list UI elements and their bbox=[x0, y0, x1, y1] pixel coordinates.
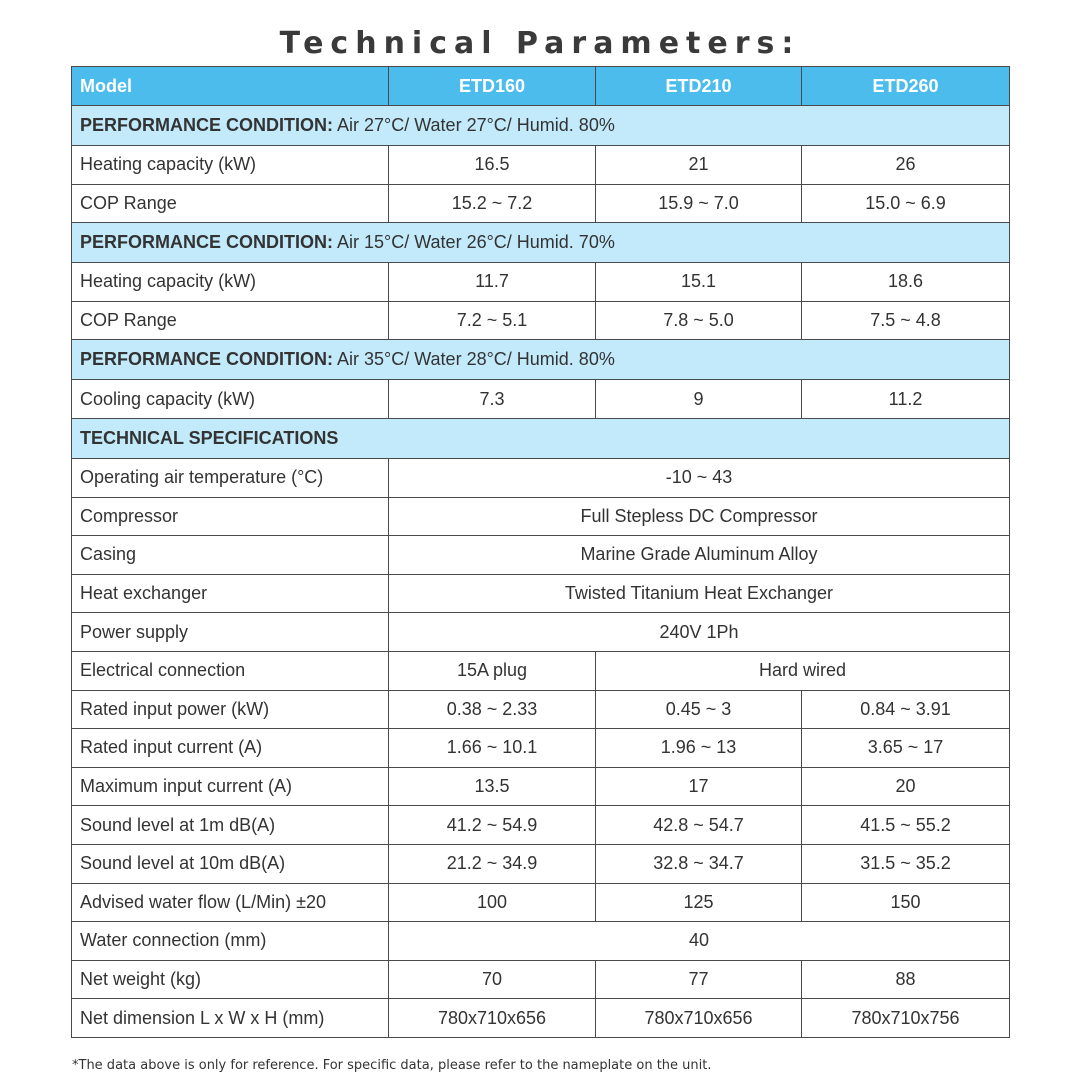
section-row bbox=[72, 340, 1010, 380]
cell-all-models: Twisted Titanium Heat Exchanger bbox=[389, 574, 1010, 613]
cell-etd160: 15A plug bbox=[389, 651, 596, 690]
row-label: Maximum input current (A) bbox=[72, 767, 389, 806]
section-heading: TECHNICAL SPECIFICATIONS bbox=[80, 427, 339, 448]
row-label: Cooling capacity (kW) bbox=[72, 380, 389, 419]
row-label: Net weight (kg) bbox=[72, 960, 389, 999]
cell-etd160: 100 bbox=[389, 883, 596, 922]
section-condition: Air 35°C/ Water 28°C/ Humid. 80% bbox=[333, 349, 615, 370]
cell-etd210: 15.9 ~ 7.0 bbox=[596, 184, 802, 223]
row-label: Rated input power (kW) bbox=[72, 690, 389, 729]
row-label: COP Range bbox=[72, 184, 389, 223]
cell-etd160: 13.5 bbox=[389, 767, 596, 806]
cell-etd210: 21 bbox=[596, 146, 802, 185]
table-row bbox=[72, 690, 1010, 729]
row-label: Casing bbox=[72, 536, 389, 575]
cell-etd210: 1.96 ~ 13 bbox=[596, 729, 802, 768]
cell-etd260: 41.5 ~ 55.2 bbox=[802, 806, 1010, 845]
cell-etd260: 20 bbox=[802, 767, 1010, 806]
section-heading: PERFORMANCE CONDITION: bbox=[80, 349, 333, 370]
row-label: Sound level at 10m dB(A) bbox=[72, 844, 389, 883]
row-label: Net dimension L x W x H (mm) bbox=[72, 999, 389, 1038]
header-model-label: Model bbox=[72, 67, 389, 106]
row-label: Heating capacity (kW) bbox=[72, 146, 389, 185]
table-row bbox=[72, 536, 1010, 575]
cell-etd260: 15.0 ~ 6.9 bbox=[802, 184, 1010, 223]
cell-all-models: 40 bbox=[389, 922, 1010, 961]
cell-etd210: 7.8 ~ 5.0 bbox=[596, 301, 802, 340]
cell-etd160: 41.2 ~ 54.9 bbox=[389, 806, 596, 845]
cell-etd260: 18.6 bbox=[802, 263, 1010, 302]
table-header-row bbox=[72, 67, 1010, 106]
cell-etd210: 42.8 ~ 54.7 bbox=[596, 806, 802, 845]
footnote: *The data above is only for reference. For specific data, please refer to the nameplate on the unit. bbox=[72, 1058, 712, 1073]
cell-etd210: 15.1 bbox=[596, 263, 802, 302]
cell-etd160: 7.2 ~ 5.1 bbox=[389, 301, 596, 340]
section-condition: Air 27°C/ Water 27°C/ Humid. 80% bbox=[333, 115, 615, 135]
section-row bbox=[72, 106, 1010, 146]
table-row bbox=[72, 806, 1010, 845]
row-label: COP Range bbox=[72, 301, 389, 340]
cell-all-models: Marine Grade Aluminum Alloy bbox=[389, 536, 1010, 575]
cell-etd160: 11.7 bbox=[389, 263, 596, 302]
cell-etd260: 26 bbox=[802, 146, 1010, 185]
cell-all-models: Full Stepless DC Compressor bbox=[389, 497, 1010, 536]
page-title: Technical Parameters: bbox=[279, 26, 801, 61]
cell-etd260: 7.5 ~ 4.8 bbox=[802, 301, 1010, 340]
cell-etd210: 77 bbox=[596, 960, 802, 999]
cell-etd260: 3.65 ~ 17 bbox=[802, 729, 1010, 768]
row-label: Sound level at 1m dB(A) bbox=[72, 806, 389, 845]
cell-etd260: 0.84 ~ 3.91 bbox=[802, 690, 1010, 729]
table-row bbox=[72, 999, 1010, 1038]
row-label: Electrical connection bbox=[72, 651, 389, 690]
cell-etd160: 1.66 ~ 10.1 bbox=[389, 729, 596, 768]
row-label: Heat exchanger bbox=[72, 574, 389, 613]
table-row bbox=[72, 146, 1010, 185]
row-label: Water connection (mm) bbox=[72, 922, 389, 961]
header-model-etd210: ETD210 bbox=[596, 67, 802, 106]
cell-etd160: 0.38 ~ 2.33 bbox=[389, 690, 596, 729]
table-row bbox=[72, 184, 1010, 223]
cell-etd210-etd260: Hard wired bbox=[596, 651, 1010, 690]
cell-etd160: 780x710x656 bbox=[389, 999, 596, 1038]
table-row bbox=[72, 263, 1010, 302]
section-heading: PERFORMANCE CONDITION: bbox=[80, 232, 333, 253]
cell-etd160: 70 bbox=[389, 960, 596, 999]
cell-etd160: 21.2 ~ 34.9 bbox=[389, 844, 596, 883]
row-label: Compressor bbox=[72, 497, 389, 536]
header-model-etd260: ETD260 bbox=[802, 67, 1010, 106]
cell-etd160: 7.3 bbox=[389, 380, 596, 419]
section-condition: Air 15°C/ Water 26°C/ Humid. 70% bbox=[333, 232, 615, 253]
row-label: Operating air temperature (°C) bbox=[72, 458, 389, 497]
table-row bbox=[72, 497, 1010, 536]
table-row bbox=[72, 844, 1010, 883]
cell-etd160: 15.2 ~ 7.2 bbox=[389, 184, 596, 223]
table-row bbox=[72, 651, 1010, 690]
row-label: Power supply bbox=[72, 613, 389, 652]
table-row bbox=[72, 301, 1010, 340]
cell-etd260: 31.5 ~ 35.2 bbox=[802, 844, 1010, 883]
header-model-etd160: ETD160 bbox=[389, 67, 596, 106]
row-label: Advised water flow (L/Min) ±20 bbox=[72, 883, 389, 922]
cell-etd210: 0.45 ~ 3 bbox=[596, 690, 802, 729]
table-row bbox=[72, 883, 1010, 922]
cell-all-models: 240V 1Ph bbox=[389, 613, 1010, 652]
cell-etd210: 32.8 ~ 34.7 bbox=[596, 844, 802, 883]
table-row bbox=[72, 380, 1010, 419]
row-label: Rated input current (A) bbox=[72, 729, 389, 768]
cell-etd260: 150 bbox=[802, 883, 1010, 922]
cell-etd260: 11.2 bbox=[802, 380, 1010, 419]
parameters-table bbox=[71, 66, 1010, 1038]
table-row bbox=[72, 922, 1010, 961]
section-row bbox=[72, 418, 1010, 458]
row-label: Heating capacity (kW) bbox=[72, 263, 389, 302]
table-row bbox=[72, 574, 1010, 613]
section-heading: PERFORMANCE CONDITION: bbox=[80, 115, 333, 135]
cell-etd260: 88 bbox=[802, 960, 1010, 999]
table-row bbox=[72, 458, 1010, 497]
cell-etd160: 16.5 bbox=[389, 146, 596, 185]
cell-etd210: 9 bbox=[596, 380, 802, 419]
table-row bbox=[72, 767, 1010, 806]
table-row bbox=[72, 960, 1010, 999]
table-row bbox=[72, 729, 1010, 768]
section-row bbox=[72, 223, 1010, 263]
cell-etd260: 780x710x756 bbox=[802, 999, 1010, 1038]
cell-all-models: -10 ~ 43 bbox=[389, 458, 1010, 497]
cell-etd210: 780x710x656 bbox=[596, 999, 802, 1038]
cell-etd210: 125 bbox=[596, 883, 802, 922]
table-row bbox=[72, 613, 1010, 652]
cell-etd210: 17 bbox=[596, 767, 802, 806]
